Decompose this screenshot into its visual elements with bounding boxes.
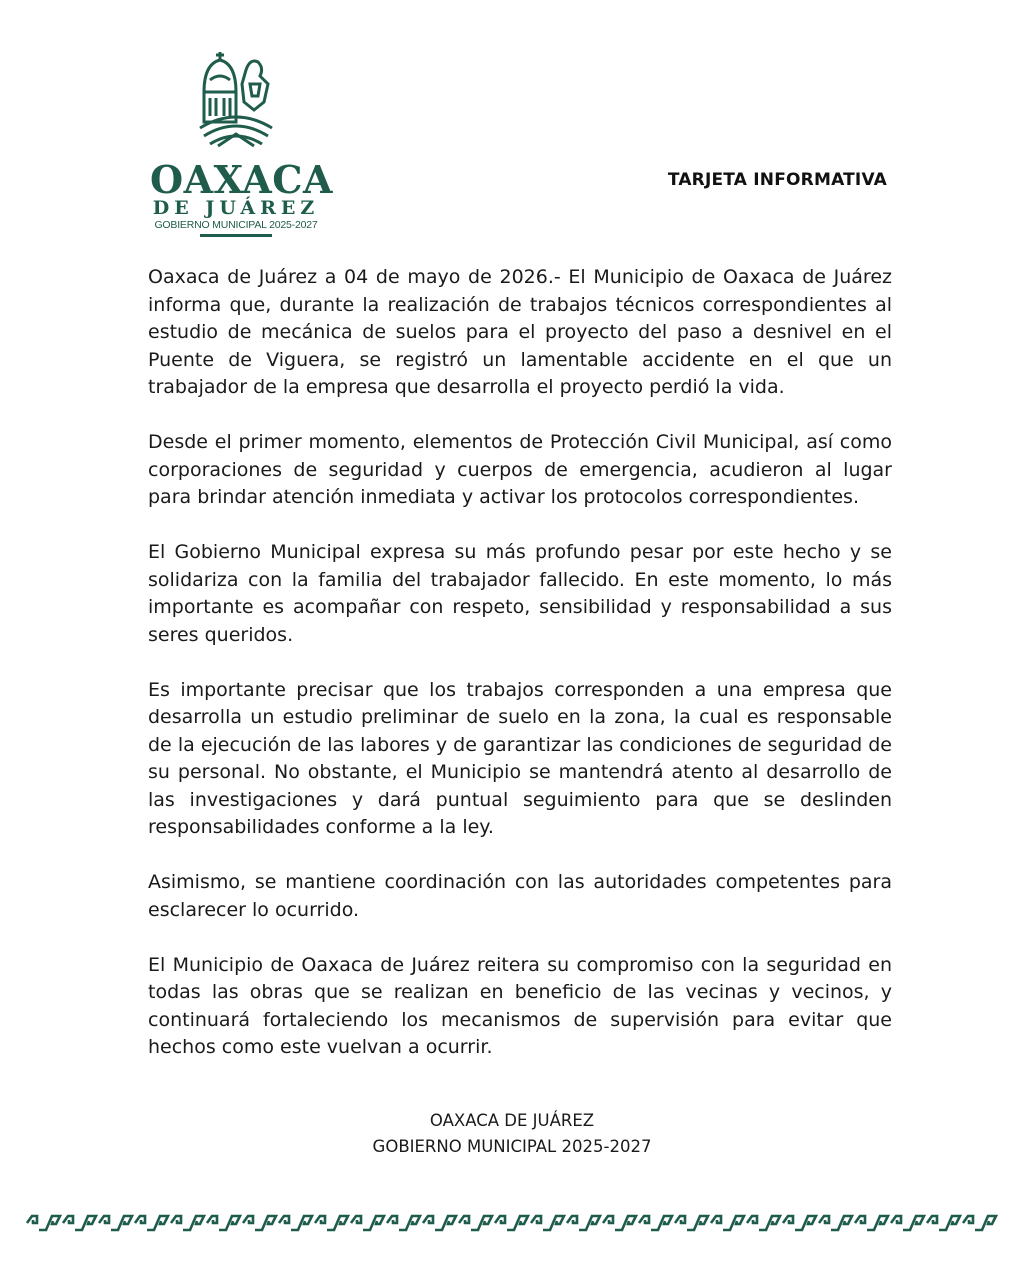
paragraph: Es importante precisar que los trabajos corresponden a una empresa que desarrolla un estudio preliminar de suelo en la zona, la cual es responsable de la ejecución de las labores y de garantizar las condiciones de seguridad de su personal. No obstante, el Municipio se mantendrá atento al desarrollo de las investigaciones y dará puntual seguimiento para que se deslinden responsabilidades conforme a la ley.: [148, 678, 892, 838]
fret-unit: [819, 1216, 852, 1230]
fret-unit: [315, 1216, 348, 1230]
fret-unit: [855, 1216, 888, 1230]
fret-unit: [387, 1216, 420, 1230]
fret-unit: [171, 1216, 204, 1230]
fret-unit: [747, 1216, 780, 1230]
fret-unit: [495, 1216, 528, 1230]
logo-underline: [200, 234, 272, 237]
fret-unit: [711, 1216, 744, 1230]
document-body: [148, 264, 892, 1089]
signature-line-2: GOBIERNO MUNICIPAL 2025-2027: [372, 1137, 652, 1156]
fret-unit: [135, 1216, 168, 1230]
fret-unit: [963, 1216, 996, 1230]
fret-unit: [351, 1216, 384, 1230]
fret-unit: [567, 1216, 600, 1230]
paragraph: Oaxaca de Juárez a 04 de mayo de 2026.- El Municipio de Oaxaca de Juárez informa que, durante la realización de trabajos técnicos correspondientes al estudio de mecánica de suelos para el proyecto del paso a desnivel en el Puente de Viguera, se registró un lamentable accidente en el que un trabajador de la empresa que desarrolla el proyecto perdió la vida.: [148, 266, 892, 398]
fret-unit: [927, 1216, 960, 1230]
logo-title: OAXACA: [150, 157, 333, 202]
paragraph: Desde el primer momento, elementos de Protección Civil Municipal, así como corporaciones de seguridad y cuerpos de emergencia, acudieron al lugar para brindar atención inmediata y activar los protocolos correspondientes.: [148, 431, 892, 508]
fret-unit: [603, 1216, 636, 1230]
fret-unit: [27, 1216, 60, 1230]
municipal-logo: [150, 50, 333, 240]
fret-unit: [783, 1216, 816, 1230]
fret-unit: [459, 1216, 492, 1230]
greca-fret-pattern-icon: [26, 1210, 1024, 1236]
fret-unit: [99, 1216, 132, 1230]
paragraph: El Municipio de Oaxaca de Juárez reitera su compromiso con la seguridad en todas las obras que se realizan en beneficio de las vecinas y vecinos, y continuará fortaleciendo los mecanismos de supervisión para evitar que hechos como este vuelvan a ocurrir.: [148, 953, 892, 1058]
fret-unit: [279, 1216, 312, 1230]
fret-unit: [423, 1216, 456, 1230]
fret-unit: [243, 1216, 276, 1230]
fret-unit: [675, 1216, 708, 1230]
signature-block: [262, 1108, 762, 1160]
fret-unit: [63, 1216, 96, 1230]
fret-unit: [531, 1216, 564, 1230]
fret-unit: [207, 1216, 240, 1230]
logo-subtitle: DE JUÁREZ: [152, 197, 320, 219]
paragraph: El Gobierno Municipal expresa su más profundo pesar por este hecho y se solidariza con la familia del trabajador fallecido. En este momento, lo más importante es acompañar con respeto, sensibilidad y responsabilidad a sus seres queridos.: [148, 541, 892, 646]
paragraph: Asimismo, se mantiene coordinación con las autoridades competentes para esclarecer lo ocurrido.: [148, 871, 892, 921]
fret-unit: [639, 1216, 672, 1230]
signature-line-1: OAXACA DE JUÁREZ: [429, 1111, 595, 1130]
municipal-emblem-icon: [198, 50, 274, 150]
document-type-heading: TARJETA INFORMATIVA: [667, 170, 887, 190]
logo-government-line: GOBIERNO MUNICIPAL 2025-2027: [154, 219, 318, 231]
fret-unit: [891, 1216, 924, 1230]
